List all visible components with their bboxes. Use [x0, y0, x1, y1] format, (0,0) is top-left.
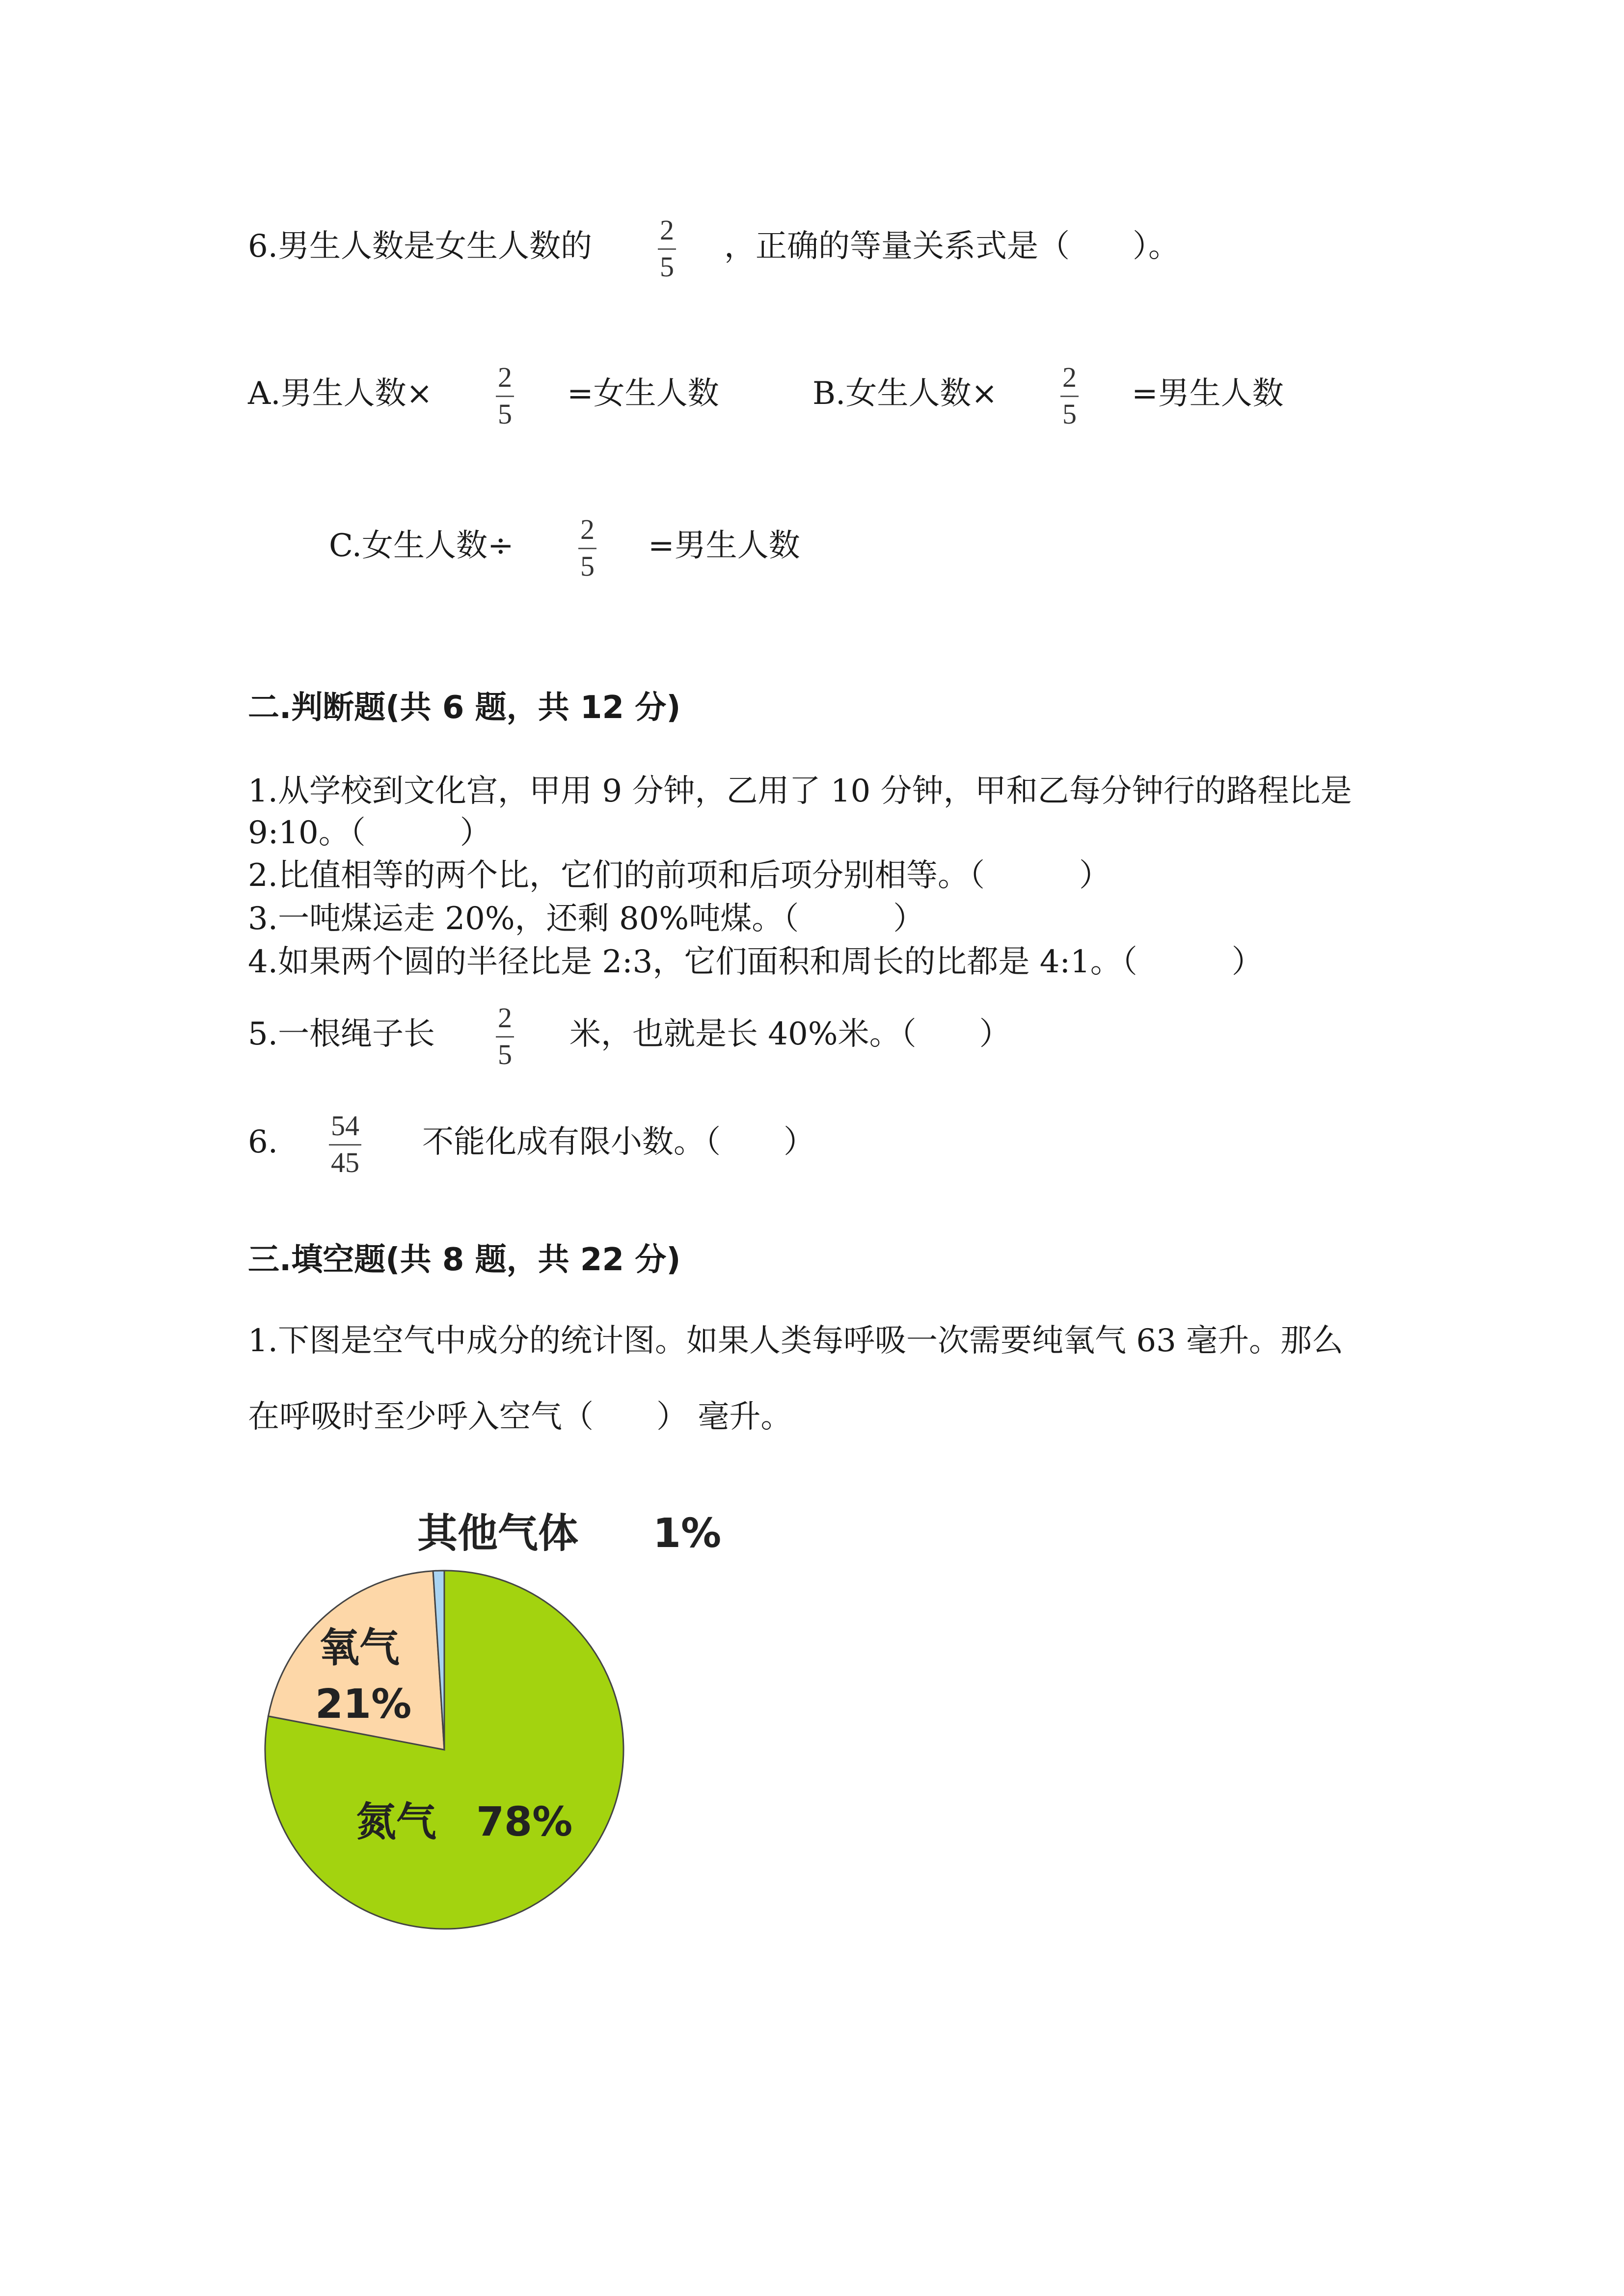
s2-item6-pre: 6.: [248, 1124, 278, 1160]
q6-option-a-post: =女生人数: [567, 375, 719, 412]
fraction-numerator: 2: [1062, 361, 1077, 393]
s3-q1-line1: 1.下图是空气中成分的统计图。如果人类每呼吸一次需要纯氧气 63 毫升。那么: [248, 1323, 1344, 1359]
fraction-denominator: 5: [498, 1039, 512, 1070]
s2-item6-fraction: [329, 1112, 361, 1177]
s2-item5-fraction: [496, 1004, 514, 1069]
fraction-denominator: 5: [660, 251, 674, 283]
q6-stem-fraction: [658, 216, 676, 281]
pie-label-oxygen-value: 21%: [315, 1681, 412, 1728]
s2-item2: 2.比值相等的两个比，它们的前项和后项分别相等。（ ）: [248, 857, 1111, 894]
fraction-numerator: 2: [498, 361, 512, 393]
q6-option-a-pre: A.男生人数×: [248, 375, 433, 412]
q6-option-c-fraction: [578, 515, 596, 581]
pie-label-nitrogen-value: 78%: [476, 1799, 573, 1845]
section2-title: 二.判断题(共 6 题，共 12 分): [248, 690, 681, 726]
pie-label-nitrogen-name: 氮气: [356, 1799, 437, 1845]
fraction-bar: [578, 548, 596, 549]
fraction-numerator: 2: [580, 513, 595, 545]
q6-stem-prefix: 6.男生人数是女生人数的: [248, 228, 593, 265]
q6-option-b-fraction: [1060, 363, 1079, 428]
pie-label-other-name: 其他气体: [417, 1510, 579, 1557]
fraction-numerator: 2: [498, 1002, 512, 1034]
air-composition-pie-chart: [245, 1497, 785, 1963]
s2-item5-pre: 5.一根绳子长: [248, 1016, 435, 1052]
fraction-bar: [1060, 396, 1079, 397]
section3-title: 三.填空题(共 8 题，共 22 分): [248, 1242, 681, 1278]
q6-option-c-post: =男生人数: [648, 528, 800, 564]
s2-item1-line2: 9:10。（ ）: [248, 815, 491, 851]
fraction-denominator: 45: [331, 1147, 359, 1178]
s3-q1-line2: 在呼吸时至少呼入空气（ ） 毫升。: [248, 1399, 792, 1435]
q6-option-c-pre: C.女生人数÷: [329, 528, 514, 564]
s2-item1-line1: 1.从学校到文化宫，甲用 9 分钟，乙用了 10 分钟，甲和乙每分钟行的路程比是: [248, 773, 1352, 809]
q6-stem-suffix: ，正确的等量关系式是（ ）。: [724, 228, 1180, 265]
q6-option-b-pre: B.女生人数×: [812, 375, 998, 412]
fraction-bar: [496, 1036, 514, 1038]
fraction-numerator: 2: [660, 214, 674, 246]
s2-item5-post: 米，也就是长 40%米。（ ）: [569, 1016, 1011, 1052]
fraction-bar: [658, 248, 676, 250]
s2-item3: 3.一吨煤运走 20%，还剩 80%吨煤。（ ）: [248, 901, 925, 937]
q6-option-a-fraction: [496, 363, 514, 428]
s2-item4: 4.如果两个圆的半径比是 2:3，它们面积和周长的比都是 4:1。（ ）: [248, 944, 1263, 980]
fraction-numerator: 54: [331, 1110, 359, 1142]
fraction-denominator: 5: [580, 550, 595, 582]
fraction-bar: [496, 396, 514, 397]
s2-item6-post: 不能化成有限小数。（ ）: [422, 1124, 815, 1160]
pie-label-other-value: 1%: [653, 1510, 722, 1557]
fraction-denominator: 5: [1062, 398, 1077, 430]
q6-option-b-post: =男生人数: [1132, 375, 1284, 412]
pie-label-oxygen-name: 氧气: [319, 1625, 400, 1671]
fraction-denominator: 5: [498, 398, 512, 430]
fraction-bar: [329, 1144, 361, 1146]
